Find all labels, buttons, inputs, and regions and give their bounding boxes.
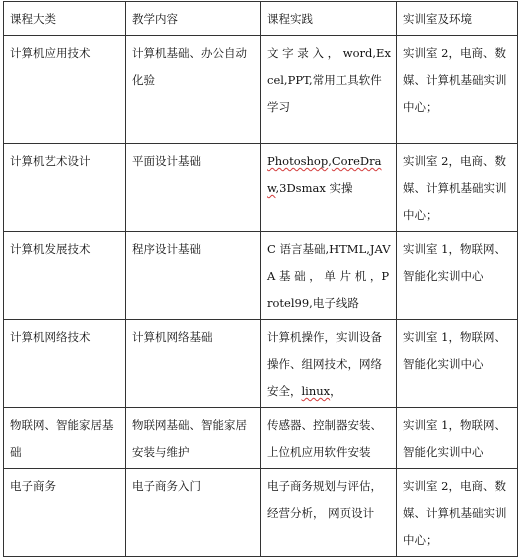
cell-lab: 实训室 1，物联网、智能化实训中心 — [397, 232, 518, 320]
cell-category: 计算机发展技术 — [4, 232, 126, 320]
cell-category: 计算机艺术设计 — [4, 144, 126, 232]
course-table — [3, 1, 518, 557]
cell-lab: 实训室 2，电商、数媒、计算机基础实训中心； — [397, 36, 518, 144]
header-lab: 实训室及环境 — [397, 2, 518, 36]
practice-text: 电子商务规划与评估，经营分析， 网页设计 — [267, 479, 382, 520]
cell-practice — [261, 144, 397, 232]
table-row — [4, 469, 518, 557]
table-row — [4, 408, 518, 469]
cell-lab: 实训室 1，物联网、智能化实训中心 — [397, 320, 518, 408]
practice-text: 计算机操作，实训设备操作、组网技术，网络安全， — [267, 330, 382, 398]
header-practice: 课程实践 — [261, 2, 397, 36]
practice-text: C 语言基础,HTML,JAVA 基 础 ， 单 片 机 ，Protel99,电子线路 — [267, 242, 391, 310]
practice-text: ,3Dsmax 实操 — [275, 181, 353, 195]
cell-category: 物联网、智能家居基础 — [4, 408, 126, 469]
practice-text-spellcheck-flagged: Photoshop — [267, 154, 329, 168]
cell-content: 平面设计基础 — [126, 144, 261, 232]
cell-content: 计算机基础、办公自动化验 — [126, 36, 261, 144]
cell-category: 电子商务 — [4, 469, 126, 557]
practice-text: ， — [330, 384, 342, 398]
cell-practice — [261, 232, 397, 320]
cell-content: 物联网基础、智能家居安装与维护 — [126, 408, 261, 469]
table-header-row — [4, 2, 518, 36]
cell-content: 电子商务入门 — [126, 469, 261, 557]
table-body — [4, 36, 518, 557]
practice-text-spellcheck-flagged: linux — [301, 384, 331, 398]
table-row — [4, 36, 518, 144]
cell-category: 计算机网络技术 — [4, 320, 126, 408]
header-category: 课程大类 — [4, 2, 126, 36]
cell-lab: 实训室 2，电商、数媒、计算机基础实训中心； — [397, 469, 518, 557]
cell-category: 计算机应用技术 — [4, 36, 126, 144]
table-row — [4, 232, 518, 320]
table-row — [4, 144, 518, 232]
header-content: 教学内容 — [126, 2, 261, 36]
cell-lab: 实训室 1，物联网、智能化实训中心 — [397, 408, 518, 469]
cell-practice — [261, 408, 397, 469]
practice-text: , — [328, 154, 332, 168]
cell-practice — [261, 320, 397, 408]
cell-lab: 实训室 2，电商、数媒、计算机基础实训中心； — [397, 144, 518, 232]
practice-text: 文 字 录 入 ， word,Excel,PPT,常用工具软件学习 — [267, 46, 391, 114]
table-row — [4, 320, 518, 408]
cell-practice — [261, 36, 397, 144]
practice-text-spellcheck-flagged: CoreDraw — [267, 154, 382, 195]
practice-text: 传感器、控制器安装、上位机应用软件安装 — [267, 418, 382, 459]
cell-content: 计算机网络基础 — [126, 320, 261, 408]
cell-content: 程序设计基础 — [126, 232, 261, 320]
cell-practice — [261, 469, 397, 557]
